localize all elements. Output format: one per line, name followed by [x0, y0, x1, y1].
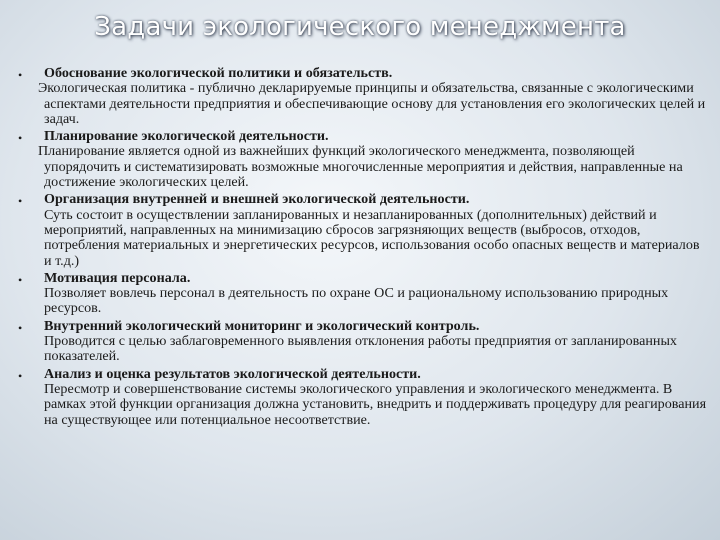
item-text: Проводится с целью заблаговременного выявления отклонения работы предприятия от запланированных показателей. — [44, 333, 677, 365]
item-heading: Планирование экологической деятельности. — [44, 128, 329, 145]
item-text: Суть состоит в осуществлении запланированных и незапланированных (дополнительных) действий и мероприятий, направленных на минимизацию сбросов загрязняющих веществ (выбросов, отходов, потребления материальных и энергетических ресурсов, использования особо опасных веществ и материалов и т.д.) — [44, 206, 700, 269]
list-item — [18, 66, 708, 127]
item-text: Экологическая политика - публично декларируемые принципы и обязательства, связанные с экологическими аспектами деятельности предприятия и обеспечивающие основу для установления его экологических целей и задач. — [38, 80, 706, 127]
item-text: Позволяет вовлечь персонал в деятельность по охране ОС и рациональному использованию природных ресурсов. — [44, 285, 669, 317]
task-list — [18, 66, 708, 430]
item-heading: Анализ и оценка результатов экологической деятельности. — [44, 365, 421, 382]
bullet-icon: • — [18, 320, 23, 335]
slide-title: Задачи экологического менеджмента — [94, 12, 626, 42]
bullet-icon: • — [18, 68, 23, 82]
item-text: Пересмотр и совершенствование системы экологического управления и экологического менеджмента. В рамках этой функции организация должна установить, внедрить и поддерживать процедуру для реагирования на существующее или потенциальное несоответствие. — [44, 380, 707, 428]
item-heading: Мотивация персонала. — [44, 269, 191, 286]
list-item — [18, 367, 708, 428]
list-item — [18, 129, 708, 190]
list-item — [18, 319, 708, 365]
item-heading: Организация внутренней и внешней экологической деятельности. — [44, 191, 470, 208]
item-text: Планирование является одной из важнейших функций экологического менеджмента, позволяющей упорядочить и систематизировать возможные многочисленные мероприятия и действия, направленные на достижение экологических целей. — [38, 143, 683, 191]
bullet-icon: • — [18, 272, 23, 287]
item-heading: Обоснование экологической политики и обязательств. — [44, 65, 393, 81]
bullet-icon: • — [18, 194, 23, 209]
list-item — [18, 271, 708, 317]
item-heading: Внутренний экологический мониторинг и экологический контроль. — [44, 317, 480, 334]
bullet-icon: • — [18, 368, 23, 383]
bullet-icon: • — [18, 131, 23, 146]
list-item — [18, 192, 708, 268]
